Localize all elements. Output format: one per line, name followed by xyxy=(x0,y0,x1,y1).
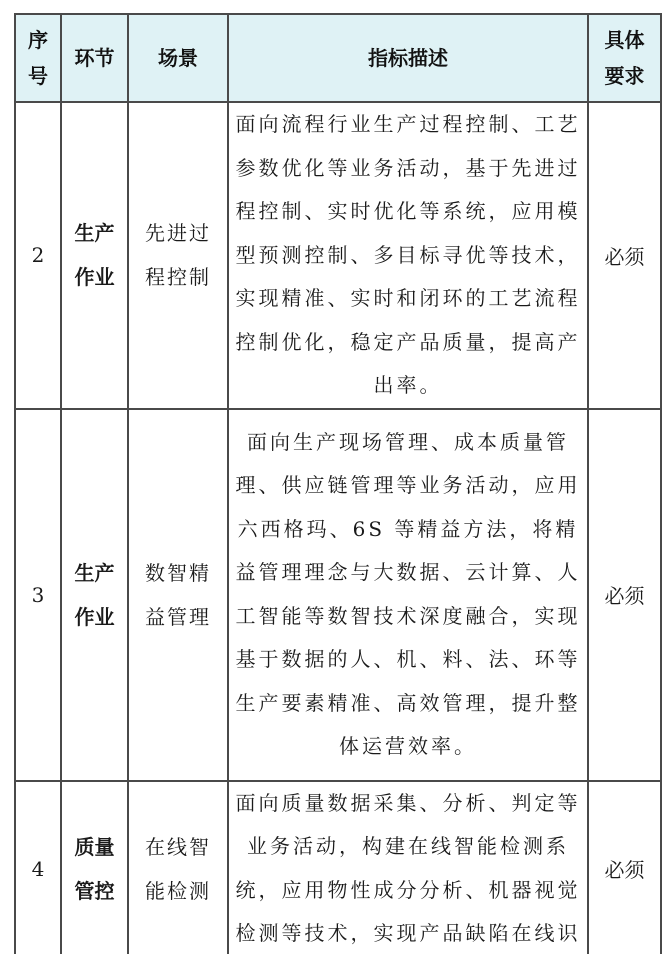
header-serial-number xyxy=(15,14,61,102)
row-scene-line1: 先进过 xyxy=(145,221,211,246)
row-scene-line1: 数智精 xyxy=(145,560,211,585)
table-row xyxy=(15,409,661,781)
row-scene xyxy=(128,102,228,409)
indicator-table xyxy=(14,13,662,954)
row-description: 面向流程行业生产过程控制、工艺参数优化等业务活动，基于先进过程控制、实时优化等系统，应用模型预测控制、多目标寻优等技术，实现精准、实时和闭环的工艺流程控制优化，稳定产品质量，提高产出率。 xyxy=(228,102,588,409)
row-description: 面向生产现场管理、成本质量管理、供应链管理等业务活动，应用六西格玛、6S 等精益方法，将精益管理理念与大数据、云计算、人工智能等数智技术深度融合，实现基于数据的人、机、料、法、环等生产要素精准、高效管理，提升整体运营效率。 xyxy=(228,409,588,781)
row-stage xyxy=(61,409,128,781)
row-stage xyxy=(61,102,128,409)
header-serial-number-line2: 号 xyxy=(28,64,48,88)
row-requirement: 必须 xyxy=(588,781,661,954)
row-serial-number: 4 xyxy=(15,781,61,954)
row-scene-line1: 在线智 xyxy=(145,834,211,859)
row-serial-number: 2 xyxy=(15,102,61,409)
row-requirement: 必须 xyxy=(588,409,661,781)
header-row xyxy=(15,14,661,102)
row-description: 面向质量数据采集、分析、判定等业务活动，构建在线智能检测系统，应用物性成分分析、机器视觉检测等技术，实现产品缺陷在线识 xyxy=(228,781,588,954)
table-body xyxy=(15,102,661,954)
row-stage-line2: 管控 xyxy=(74,878,115,903)
header-stage: 环节 xyxy=(61,14,128,102)
table-header xyxy=(15,14,661,102)
row-scene-line2: 益管理 xyxy=(145,604,211,629)
header-description: 指标描述 xyxy=(228,14,588,102)
row-scene xyxy=(128,781,228,954)
header-requirement-line2: 要求 xyxy=(604,64,645,88)
row-scene-line2: 能检测 xyxy=(145,878,211,903)
row-stage-line2: 作业 xyxy=(74,265,115,290)
header-requirement xyxy=(588,14,661,102)
table-row xyxy=(15,781,661,954)
row-scene-line2: 程控制 xyxy=(145,265,211,290)
row-stage-line1: 质量 xyxy=(74,834,115,859)
row-requirement: 必须 xyxy=(588,102,661,409)
header-scene: 场景 xyxy=(128,14,228,102)
row-stage xyxy=(61,781,128,954)
row-stage-line1: 生产 xyxy=(74,221,115,246)
header-requirement-line1: 具体 xyxy=(604,28,645,52)
table-row xyxy=(15,102,661,409)
row-serial-number: 3 xyxy=(15,409,61,781)
header-serial-number-line1: 序 xyxy=(28,28,48,52)
row-stage-line1: 生产 xyxy=(74,560,115,585)
row-stage-line2: 作业 xyxy=(74,604,115,629)
row-scene xyxy=(128,409,228,781)
